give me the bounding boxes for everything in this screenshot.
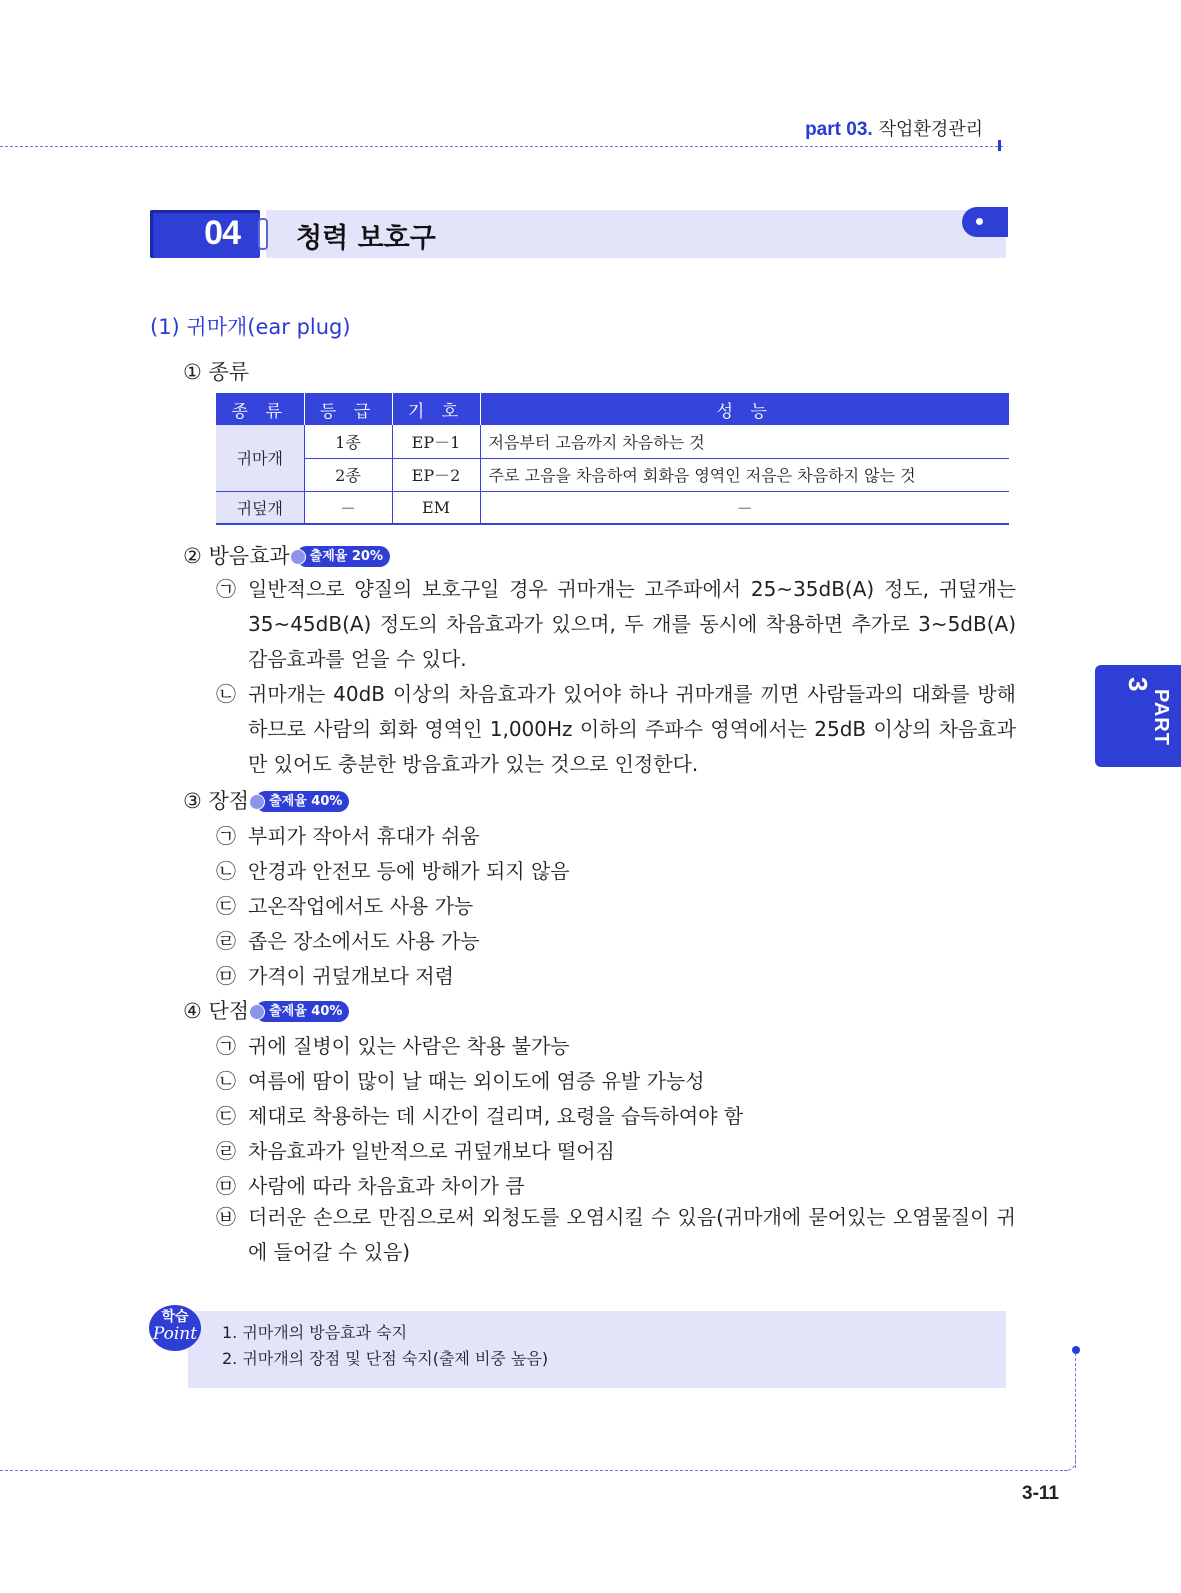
item-marker: ㉤ — [216, 1174, 236, 1198]
advantages-heading — [183, 785, 349, 815]
section-tab-icon — [962, 207, 1008, 237]
performance-cell: － — [480, 491, 1009, 524]
list-item — [216, 925, 480, 954]
item-text: 여름에 땀이 많이 날 때는 외이도에 염증 유발 가능성 — [248, 1069, 705, 1093]
item-marker: ㉡ — [216, 859, 236, 883]
item-marker: ㉡ — [216, 682, 236, 706]
item-marker: ㉡ — [216, 1069, 236, 1093]
table-header-row — [216, 393, 1009, 425]
item-text: 제대로 착용하는 데 시간이 걸리며, 요령을 습득하여야 함 — [248, 1104, 744, 1128]
binder-ring-icon — [258, 218, 268, 250]
badge-top-text: 학습 — [161, 1309, 189, 1325]
learning-point-line: 1. 귀마개의 방음효과 숙지 — [222, 1323, 408, 1342]
footer-vertical-line — [1075, 1353, 1076, 1468]
kind-cell: 귀덮개 — [216, 491, 304, 524]
list-item — [216, 820, 480, 849]
grade-cell: 2종 — [304, 458, 392, 491]
item-marker: ㉤ — [216, 964, 236, 988]
footer-dot — [1072, 1346, 1080, 1354]
grade-cell: － — [304, 491, 392, 524]
header-divider — [0, 146, 1003, 147]
item-marker: ㉢ — [216, 1104, 236, 1128]
performance-cell: 저음부터 고음까지 차음하는 것 — [480, 425, 1009, 458]
code-cell: EM — [392, 491, 480, 524]
running-header — [805, 115, 983, 141]
page-number: 3-11 — [1022, 1483, 1059, 1504]
grade-cell: 1종 — [304, 425, 392, 458]
item-text: 부피가 작아서 휴대가 쉬움 — [248, 824, 480, 848]
item-text: 더러운 손으로 만짐으로써 외청도를 오염시킬 수 있음(귀마개에 묻어있는 오염물질이 귀에 들어갈 수 있음) — [248, 1205, 1016, 1264]
column-header: 등 급 — [304, 393, 392, 425]
code-cell: EP－2 — [392, 458, 480, 491]
item-marker: ㉢ — [216, 894, 236, 918]
effect-item — [216, 677, 1016, 782]
disadvantages-heading-text: ④ 단점 — [183, 999, 250, 1023]
list-item — [216, 890, 473, 919]
effect-heading — [183, 540, 390, 570]
performance-cell: 주로 고음을 차음하여 회화음 영역인 저음은 차음하지 않는 것 — [480, 458, 1009, 491]
side-tab-number: 3 — [1123, 677, 1153, 693]
exam-rate-badge: 출제율 40% — [255, 1001, 349, 1022]
part-side-tab — [1095, 665, 1181, 767]
item-marker: ㉥ — [216, 1205, 236, 1229]
subsection-title: (1) 귀마개(ear plug) — [150, 315, 351, 339]
part-label: part 03. — [805, 119, 873, 140]
column-header: 종 류 — [216, 393, 304, 425]
table-row — [216, 458, 1009, 491]
item-marker: ㉠ — [216, 577, 236, 601]
item-text: 좁은 장소에서도 사용 가능 — [248, 929, 480, 953]
side-tab-label: PART — [1150, 689, 1172, 746]
item-text: 귀에 질병이 있는 사람은 착용 불가능 — [248, 1034, 570, 1058]
list-item — [216, 855, 570, 884]
section-title: 청력 보호구 — [296, 223, 436, 254]
list-item — [216, 1030, 570, 1059]
item-text: 안경과 안전모 등에 방해가 되지 않음 — [248, 859, 570, 883]
types-table — [216, 393, 1009, 525]
exam-rate-badge: 출제율 40% — [255, 791, 349, 812]
exam-rate-badge: 출제율 20% — [296, 546, 390, 567]
badge-bottom-text: Point — [152, 1324, 198, 1344]
column-header: 성 능 — [480, 393, 1009, 425]
advantages-heading-text: ③ 장점 — [183, 789, 250, 813]
kind-cell: 귀마개 — [216, 425, 304, 491]
effect-item — [216, 572, 1016, 677]
list-item — [216, 1065, 705, 1094]
header-tick — [998, 140, 1001, 151]
item-marker: ㉠ — [216, 824, 236, 848]
item-text: 사람에 따라 차음효과 차이가 큼 — [248, 1174, 525, 1198]
effect-heading-text: ② 방음효과 — [183, 544, 290, 568]
table-row — [216, 425, 1009, 458]
list-item — [216, 1200, 1016, 1270]
table-row — [216, 491, 1009, 524]
item-marker: ㉣ — [216, 929, 236, 953]
item-marker: ㉣ — [216, 1139, 236, 1163]
item-text: 고온작업에서도 사용 가능 — [248, 894, 474, 918]
disadvantages-heading — [183, 995, 349, 1025]
list-item — [216, 1100, 743, 1129]
section-number: 04 — [204, 214, 240, 252]
learning-point-line: 2. 귀마개의 장점 및 단점 숙지(출제 비중 높음) — [222, 1349, 549, 1368]
code-cell: EP－1 — [392, 425, 480, 458]
item-text: 귀마개는 40dB 이상의 차음효과가 있어야 하나 귀마개를 끼면 사람들과의 대화를 방해하므로 사람의 회화 영역인 1,000Hz 이하의 주파수 영역에서는 25dB 이상의 차음효과만 있어도 충분한 방음효과가 있는 것으로 인정한다. — [248, 682, 1016, 776]
list-item — [216, 960, 454, 989]
column-header: 기 호 — [392, 393, 480, 425]
learning-point-badge — [149, 1305, 201, 1351]
item-text: 차음효과가 일반적으로 귀덮개보다 떨어짐 — [248, 1139, 615, 1163]
item-text: 가격이 귀덮개보다 저렴 — [248, 964, 454, 988]
item-text: 일반적으로 양질의 보호구일 경우 귀마개는 고주파에서 25~35dB(A) 정도, 귀덮개는 35~45dB(A) 정도의 차음효과가 있으며, 두 개를 동시에 착용하면 추가로 3~5dB(A) 감음효과를 얻을 수 있다. — [248, 577, 1016, 671]
item-marker: ㉠ — [216, 1034, 236, 1058]
section-number-box — [150, 210, 260, 258]
footer-divider — [0, 1470, 1068, 1471]
types-heading: ① 종류 — [183, 360, 250, 384]
list-item — [216, 1170, 525, 1199]
chapter-title: 작업환경관리 — [878, 119, 983, 140]
list-item — [216, 1135, 615, 1164]
